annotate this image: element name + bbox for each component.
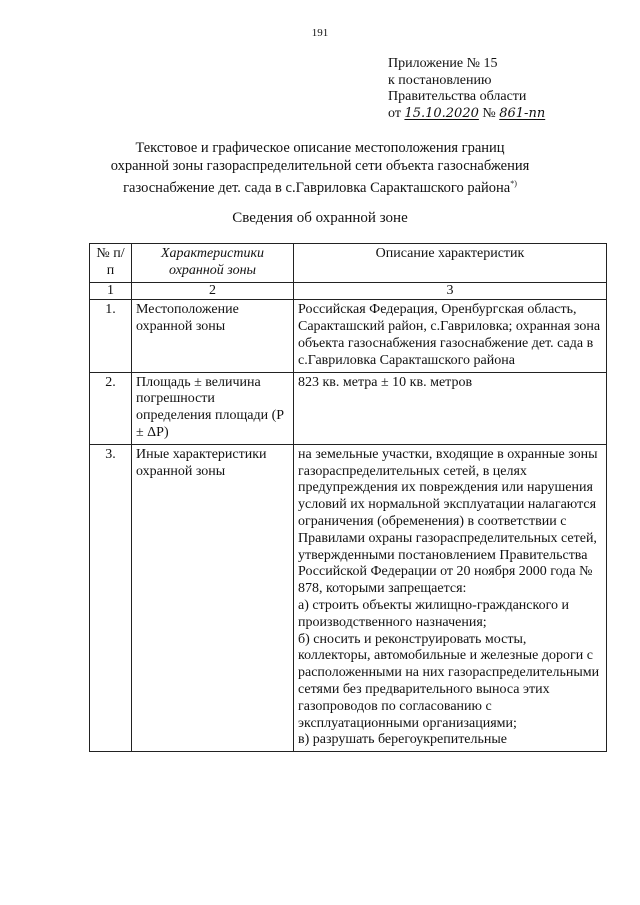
- date-prefix: от: [388, 105, 401, 121]
- appendix-line-3: Правительства области: [388, 89, 527, 104]
- number-prefix: №: [482, 105, 496, 121]
- row-number: 2.: [90, 372, 132, 444]
- row-description: Российская Федерация, Оренбургская область, Саракташский район, с.Гавриловка; охранная зона объекта газоснабжения газоснабжение дет. сада в с.Гавриловка Саракташского района: [294, 300, 607, 372]
- row-description-text: на земельные участки, входящие в охранные зоны газораспределительных сетей, в целях предупреждения их повреждения или нарушения условий их нормальной эксплуатации налагаются ограничения (обременения) в соответствии с Правилами охраны газораспределительных сетей, утвержденными постановлением Правительства Российской Федерации от 20 ноября 2000 года № 878, которыми запрещается:: [298, 446, 598, 597]
- index-row: [90, 282, 607, 300]
- header-characteristics: Характеристики охранной зоны: [132, 244, 294, 283]
- list-item: в) разрушать берегоукрепительные: [298, 732, 508, 748]
- table-row: [90, 444, 607, 751]
- list-item: б) сносить и реконструировать мосты, коллекторы, автомобильные и железные дороги с расположенными на них газораспределительными сетями без предварительного выноса этих газопроводов по согласованию с эксплуатационными организациями;: [298, 631, 600, 731]
- header-row: [90, 244, 607, 283]
- title-line-3-text: газоснабжение дет. сада в с.Гавриловка Саракташского района: [123, 179, 511, 196]
- title-line-1: Текстовое и графическое описание местоположения границ: [135, 140, 505, 156]
- section-heading: Сведения об охранной зоне: [232, 210, 408, 226]
- appendix-date-line: [388, 106, 545, 123]
- protection-zone-table: [89, 243, 607, 752]
- header-num: № п/п: [90, 244, 132, 283]
- row-number: 3.: [90, 444, 132, 751]
- appendix-line-1: Приложение № 15: [388, 56, 498, 71]
- row-description: [294, 444, 607, 751]
- index-cell: 1: [90, 282, 132, 300]
- title-line-3: [60, 175, 580, 197]
- table-row: [90, 300, 607, 372]
- document-title: [60, 139, 580, 197]
- row-description: 823 кв. метра ± 10 кв. метров: [294, 372, 607, 444]
- appendix-block: [388, 56, 545, 122]
- footnote-mark: *): [510, 179, 517, 188]
- row-name: Местоположение охранной зоны: [132, 300, 294, 372]
- page-number: 191: [311, 27, 329, 39]
- row-name: Площадь ± величина погрешности определения площади (P ± ΔP): [132, 372, 294, 444]
- list-item: а) строить объекты жилищно-гражданского и производственного назначения;: [298, 597, 569, 630]
- index-cell: 3: [294, 282, 607, 300]
- row-number: 1.: [90, 300, 132, 372]
- title-line-2: охранной зоны газораспределительной сети объекта газоснабжения: [110, 158, 530, 174]
- header-description: Описание характеристик: [294, 244, 607, 283]
- row-name: Иные характеристики охранной зоны: [132, 444, 294, 751]
- appendix-line-2: к постановлению: [388, 72, 492, 88]
- table-row: [90, 372, 607, 444]
- handwritten-date: 15.10.2020: [404, 105, 479, 121]
- index-cell: 2: [132, 282, 294, 300]
- handwritten-number: 861-пп: [499, 105, 546, 121]
